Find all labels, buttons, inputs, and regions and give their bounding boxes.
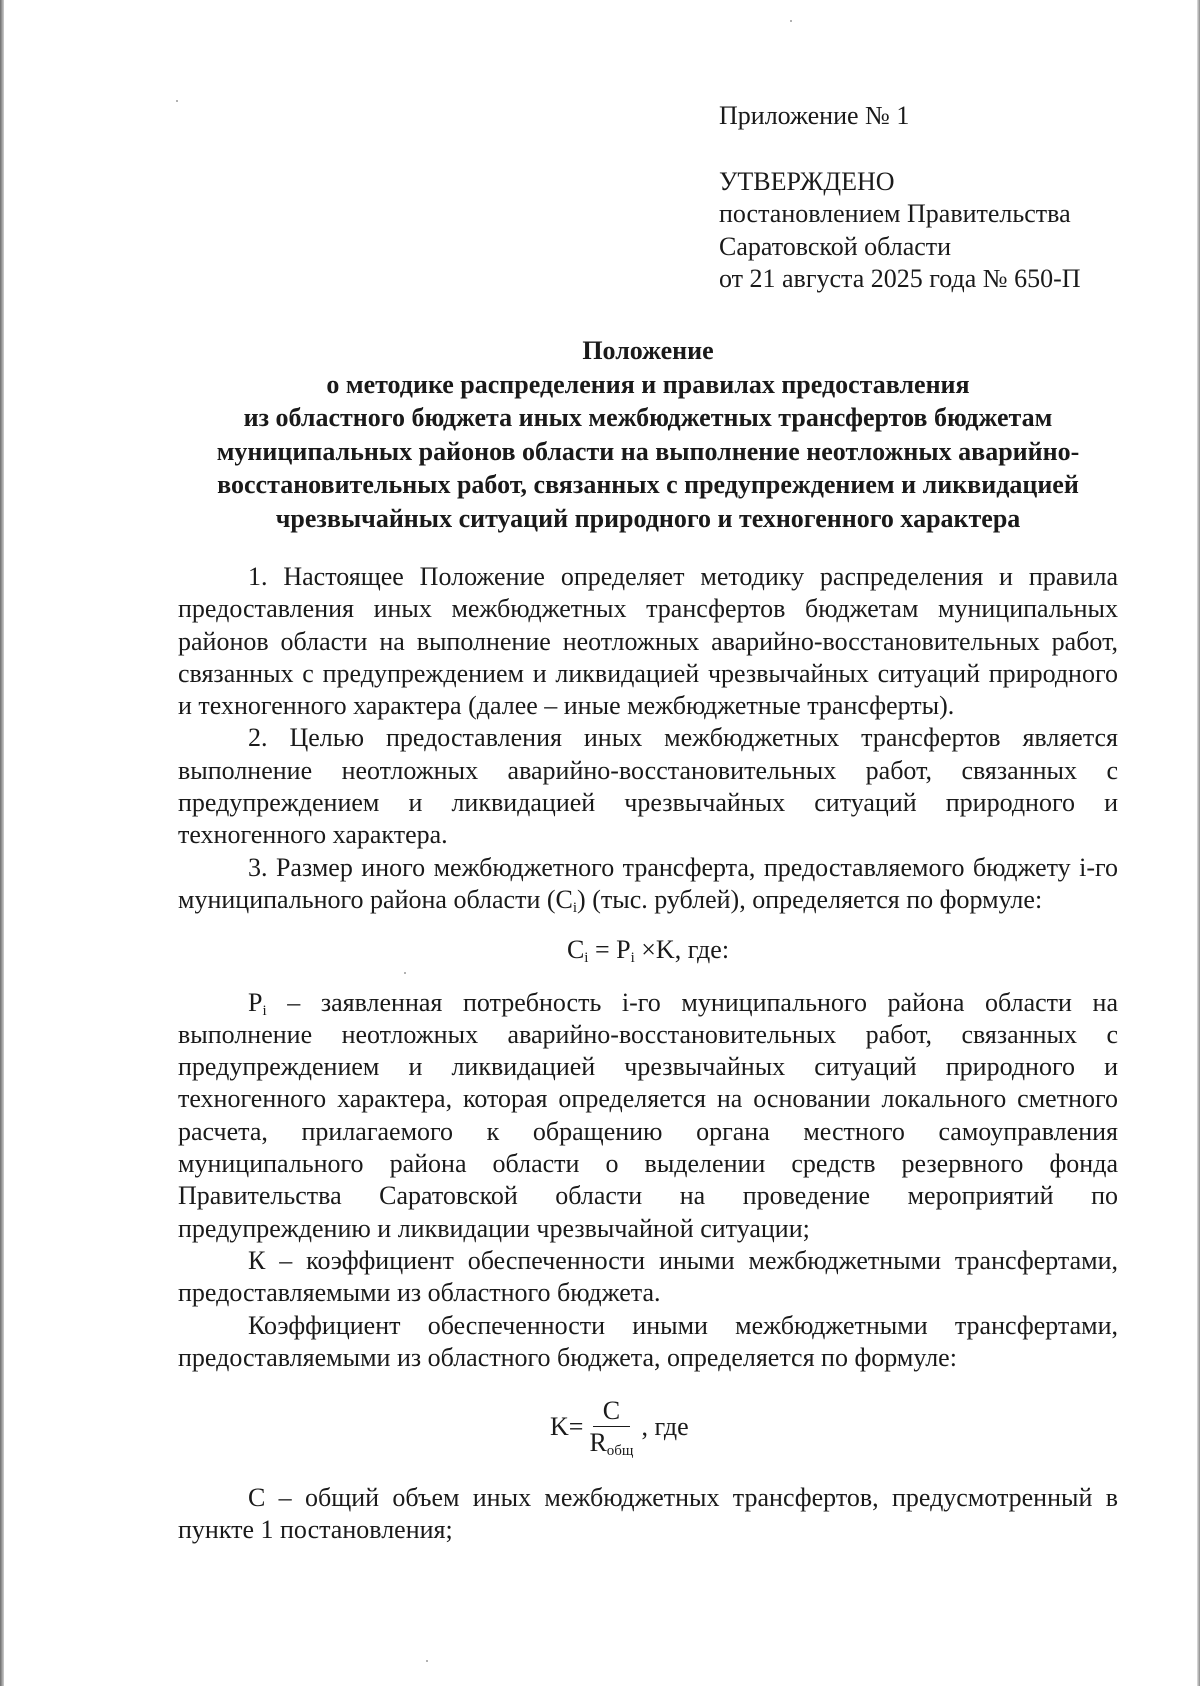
formula-ci-rest: ×K, где: [634,935,730,965]
definition-pi-sub: i [262,1002,267,1019]
definition-pi-text: – заявленная потребность i-го муниципального района области на выполнение неотложных аварийно-восстановительных работ, связанных с предупреждением и ликвидацией чрезвычайных ситуаций природного и техногенного характера, которая определяется на основании локального сметного расчета, прилагаемого к обращению органа местного самоуправления муниципального района области о выделении средств резервного фонда Правительства Саратовской области на проведение мероприятий по предупреждению и ликвидации чрезвычайной ситуации; [178,987,1118,1243]
paragraph-3-text-end: ) (тыс. рублей), определяется по формуле: [577,884,1043,914]
formula-k-den-sub: общ [606,1442,634,1459]
approval-line-1: постановлением Правительства [719,199,1071,228]
formula-k-rest: , где [641,1411,689,1441]
title-line-5: восстановительных работ, связанных с предупреждением и ликвидацией [217,470,1079,499]
formula-ci-p-sub: i [630,950,635,967]
formula-k-denominator [589,1427,633,1459]
scan-speck [176,100,178,102]
formula-k-den-symbol: R [589,1427,607,1457]
k-formula-intro: Коэффициент обеспеченности иными межбюджетными трансфертами, предоставляемыми из областного бюджета, определяется по формуле: [178,1310,1118,1372]
paragraph-3-text: 3. Размер иного межбюджетного трансферта, предоставляемого бюджету i-го муниципального района области (С [178,852,1118,914]
title-line-1: Положение [582,336,714,365]
formula-k [178,1394,1118,1460]
paragraph-2: 2. Целью предоставления иных межбюджетных трансфертов является выполнение неотложных аварийно-восстановительных работ, связанных с предупреждением и ликвидацией чрезвычайных ситуаций природного и техногенного характера. [178,723,1118,850]
formula-k-lhs: K= [550,1411,584,1441]
definition-c: С – общий объем иных межбюджетных трансфертов, предусмотренный в пункте 1 постановления; [178,1483,1118,1545]
definition-pi [178,987,1118,1245]
approval-line-3: от 21 августа 2025 года № 650-П [719,264,1081,293]
title-line-3: из областного бюджета иных межбюджетных трансфертов бюджетам [243,403,1053,432]
title-line-6: чрезвычайных ситуаций природного и техногенного характера [275,503,1021,533]
formula-ci-c-sub: i [584,950,589,967]
scan-speck [790,20,792,22]
document-body [178,561,1118,1547]
formula-ci-c: C [566,935,585,965]
scan-edge-left [0,0,4,1686]
approved-stamp-text: УТВЕРЖДЕНО [719,166,895,196]
approval-block [719,100,1081,296]
formula-k-numerator: C [593,1396,630,1427]
scan-speck [404,972,406,974]
paragraph-3 [178,852,1118,917]
definition-pi-symbol: P [248,987,263,1017]
formula-ci [178,934,1118,966]
formula-ci-eq: = P [588,935,631,965]
document-page [178,0,1118,1686]
appendix-label: Приложение № 1 [719,101,910,130]
document-title [178,334,1118,535]
definition-k: К – коэффициент обеспеченности иными межбюджетными трансфертами, предоставляемыми из областного бюджета. [178,1245,1118,1308]
title-line-2: о методике распределения и правилах предоставления [326,369,970,399]
paragraph-1: 1. Настоящее Положение определяет методику распределения и правила предоставления иных межбюджетных трансфертов бюджетам муниципальных районов области на выполнение неотложных аварийно-восстановительных работ, связанных с предупреждением и ликвидацией чрезвычайных ситуаций природного и техногенного характера (далее – иные межбюджетные трансферты). [178,562,1118,721]
formula-k-fraction [589,1396,633,1459]
title-line-4: муниципальных районов области на выполнение неотложных аварийно- [216,436,1080,466]
scan-speck [426,1660,428,1662]
paragraph-3-subscript: i [572,899,578,916]
approval-line-2: Саратовской области [719,231,952,261]
